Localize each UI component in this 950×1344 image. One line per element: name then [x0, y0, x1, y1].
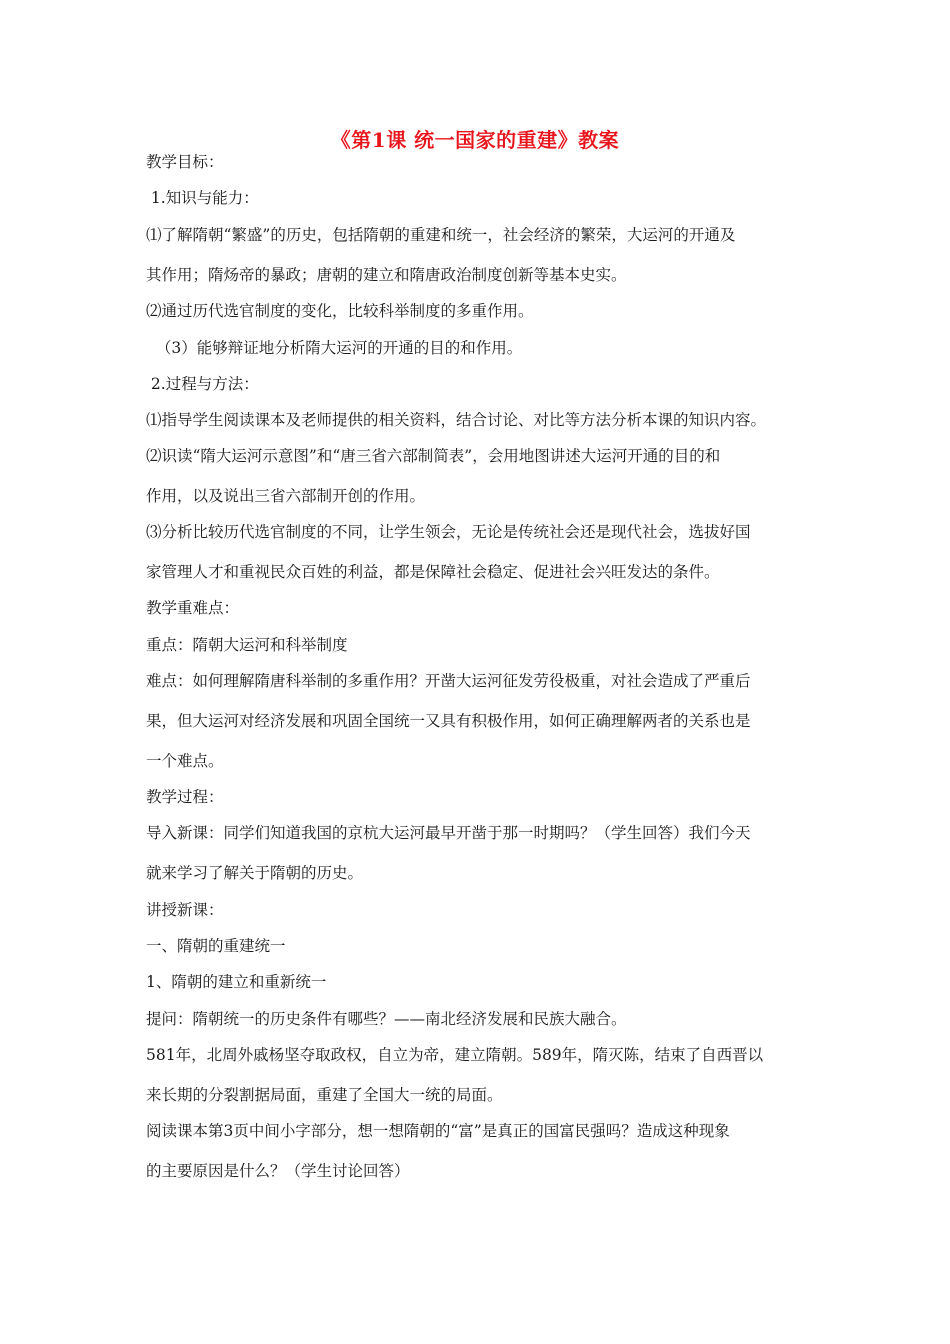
- paragraph-line: 一个难点。: [146, 752, 224, 770]
- subheading-process: 2.过程与方法：: [146, 375, 259, 393]
- paragraph-line: 阅读课本第3页中间小字部分，想一想隋朝的“富”是真正的国富民强吗？造成这种现象: [146, 1122, 730, 1140]
- paragraph-line: 提问：隋朝统一的历史条件有哪些？——南北经济发展和民族大融合。: [146, 1010, 627, 1028]
- section-heading-new-lesson: 讲授新课：: [146, 901, 224, 919]
- paragraph-line: 作用，以及说出三省六部制开创的作用。: [146, 487, 426, 505]
- subheading-knowledge: 1.知识与能力：: [146, 189, 259, 207]
- paragraph-line: ⑵通过历代选官制度的变化，比较科举制度的多重作用。: [146, 302, 534, 320]
- paragraph-line: （3）能够辩证地分析隋大运河的开通的目的和作用。: [146, 339, 523, 357]
- difficulty-line: 难点：如何理解隋唐科举制的多重作用？开凿大运河征发劳役极重，对社会造成了严重后: [146, 672, 751, 690]
- paragraph-line: 581年，北周外戚杨坚夺取政权，自立为帝，建立隋朝。589年，隋灭陈，结束了自西晋以: [146, 1046, 764, 1064]
- paragraph-line: 果，但大运河对经济发展和巩固全国统一又具有积极作用，如何正确理解两者的关系也是: [146, 712, 751, 730]
- paragraph-line: 来长期的分裂割据局面，重建了全国大一统的局面。: [146, 1086, 503, 1104]
- paragraph-line: 导入新课：同学们知道我国的京杭大运河最早开凿于那一时期吗？（学生回答）我们今天: [146, 824, 751, 842]
- section-heading-process: 教学过程：: [146, 788, 224, 806]
- paragraph-line: 的主要原因是什么？（学生讨论回答）: [146, 1162, 410, 1180]
- paragraph-line: 家管理人才和重视民众百姓的利益，都是保障社会稳定、促进社会兴旺发达的条件。: [146, 563, 720, 581]
- paragraph-line: ⑶分析比较历代选官制度的不同，让学生领会，无论是传统社会还是现代社会，选拔好国: [146, 523, 751, 541]
- paragraph-line: ⑴了解隋朝“繁盛”的历史，包括隋朝的重建和统一，社会经济的繁荣，大运河的开通及: [146, 226, 736, 244]
- key-point-line: 重点：隋朝大运河和科举制度: [146, 636, 348, 654]
- paragraph-line: ⑵识读“隋大运河示意图”和“唐三省六部制简表”，会用地图讲述大运河开通的目的和: [146, 447, 721, 465]
- chapter-heading: 一、隋朝的重建统一: [146, 937, 286, 955]
- paragraph-line: 其作用；隋炀帝的暴政；唐朝的建立和隋唐政治制度创新等基本史实。: [146, 266, 627, 284]
- section-heading-key-points: 教学重难点：: [146, 599, 240, 617]
- document-title: 《第1课 统一国家的重建》教案: [330, 128, 620, 152]
- paragraph-line: 就来学习了解关于隋朝的历史。: [146, 864, 364, 882]
- paragraph-line: ⑴指导学生阅读课本及老师提供的相关资料，结合讨论、对比等方法分析本课的知识内容。: [146, 411, 767, 429]
- subsection-heading: 1、隋朝的建立和重新统一: [146, 973, 327, 991]
- section-heading-objectives: 教学目标：: [146, 153, 224, 171]
